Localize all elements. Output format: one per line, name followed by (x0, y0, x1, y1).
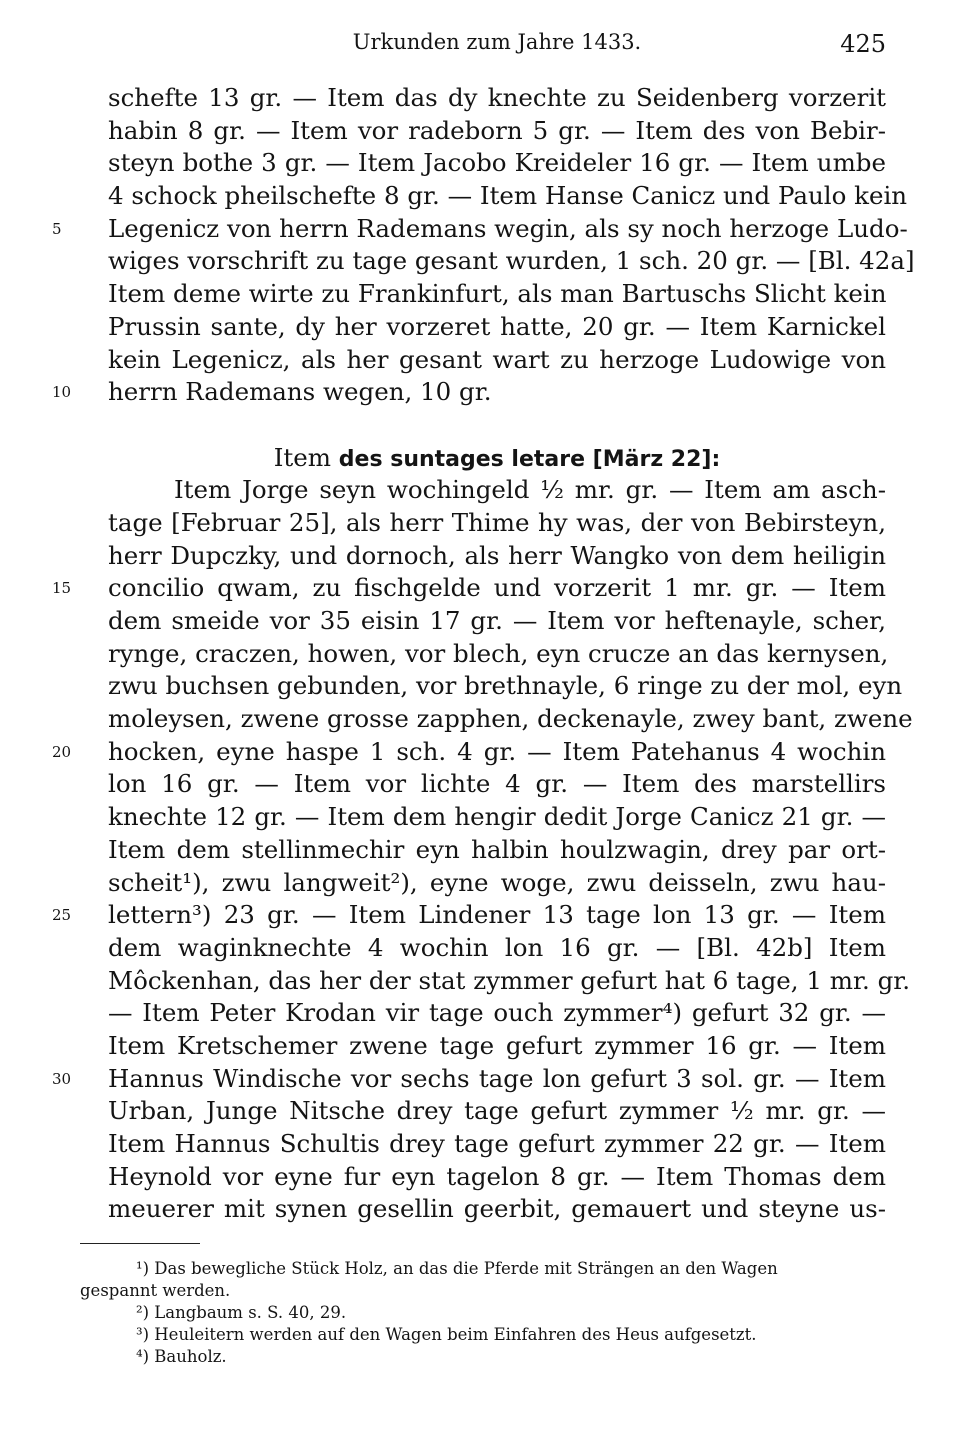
text-line: kein Legenicz, als her gesant wart zu herzoge Ludowige von (108, 344, 886, 374)
text-line: — Item Peter Krodan vir tage ouch zymmer⁴) gefurt 32 gr. — (108, 998, 886, 1028)
text-line: moleysen, zwene grosse zapphen, deckenayle, zwey bant, zwene (108, 704, 913, 734)
text-line: herr Dupczky, und dornoch, als herr Wangko von dem heiligin (108, 540, 886, 570)
text-line: Môckenhan, das her der stat zymmer gefurt hat 6 tage, 1 mr. gr. (108, 965, 911, 995)
text-line: Urban, Junge Nitsche drey tage gefurt zymmer ½ mr. gr. — (108, 1096, 886, 1126)
text-line: knechte 12 gr. — Item dem hengir dedit Jorge Canicz 21 gr. — (108, 802, 886, 832)
text-line: dem waginknechte 4 wochin lon 16 gr. — [Bl. 42b] Item (108, 932, 886, 962)
text-line: dem smeide vor 35 eisin 17 gr. — Item vor heftenayle, scher, (108, 606, 886, 635)
running-head: Urkunden zum Jahre 1433. (352, 30, 642, 54)
text-line: rynge, craczen, howen, vor blech, eyn crucze an das kernysen, (108, 638, 889, 668)
text-line: Item Jorge seyn wochingeld ½ mr. gr. — Item am asch- (174, 475, 886, 505)
text-line: zwu buchsen gebunden, vor brethnayle, 6 ringe zu der mol, eyn (108, 671, 903, 701)
text-line: Item dem stellinmechir eyn halbin houlzwagin, drey par ort- (108, 834, 886, 864)
footnote-2: ²) Langbaum s. S. 40, 29. (136, 1303, 347, 1322)
line-number: 25 (52, 906, 72, 925)
text-line: 15 concilio qwam, zu fischgelde und vorzerit 1 mr. gr. — Item (108, 572, 886, 605)
text-line: 25 lettern³) 23 gr. — Item Lindener 13 tage lon 13 gr. — Item (108, 899, 886, 932)
text-line: 20 hocken, eyne haspe 1 sch. 4 gr. — Item Patehanus 4 wochin (108, 736, 886, 769)
line-number: 30 (52, 1069, 72, 1088)
page-header (108, 30, 886, 70)
text-line: Item deme wirte zu Frankinfurt, als man Bartuschs Slicht kein (108, 279, 887, 309)
footnote-divider (80, 1243, 200, 1244)
text-line: 30 Hannus Windische vor sechs tage lon gefurt 3 sol. gr. — Item (108, 1063, 886, 1096)
section-heading (108, 442, 886, 475)
text-line: habin 8 gr. — Item vor radeborn 5 gr. — Item des von Bebir- (108, 115, 886, 145)
text-line: steyn bothe 3 gr. — Item Jacobo Kreideler 16 gr. — Item umbe (108, 148, 886, 178)
text-line: 4 schock pheilschefte 8 gr. — Item Hanse Canicz und Paulo kein (108, 181, 908, 211)
line-number: 20 (52, 742, 72, 761)
text-line: Prussin sante, dy her vorzeret hatte, 20 gr. — Item Karnickel (108, 311, 886, 341)
page-number: 425 (840, 30, 886, 58)
footnotes (80, 1258, 886, 1368)
heading-prefix: Item (273, 442, 331, 472)
text-line: 10 herrn Rademans wegen, 10 gr. (108, 376, 886, 409)
text-line: tage [Februar 25], als herr Thime hy was, der von Bebirsteyn, (108, 507, 886, 537)
text-line: lon 16 gr. — Item vor lichte 4 gr. — Item des marstellirs (108, 769, 886, 799)
line-number: 15 (52, 579, 72, 598)
heading-bold: des suntages letare [März 22]: (338, 446, 721, 472)
text-line: Heynold vor eyne fur eyn tagelon 8 gr. — Item Thomas dem (108, 1161, 886, 1191)
text-line: meuerer mit synen gesellin geerbit, gemauert und steyne us- (108, 1194, 886, 1224)
text-line: Item Kretschemer zwene tage gefurt zymmer 16 gr. — Item (108, 1030, 886, 1060)
line-number: 5 (52, 219, 62, 238)
footnote-4: ⁴) Bauholz. (136, 1347, 227, 1366)
text-line: schefte 13 gr. — Item das dy knechte zu Seidenberg vorzerit (108, 83, 886, 112)
spacer (108, 409, 886, 442)
line-number: 10 (52, 383, 72, 402)
text-line: wiges vorschrift zu tage gesant wurden, 1 sch. 20 gr. — [Bl. 42a] (108, 246, 915, 276)
text-line: 5 Legenicz von herrn Rademans wegin, als sy noch herzoge Ludo- (108, 213, 886, 246)
text-line: Item Hannus Schultis drey tage gefurt zymmer 22 gr. — Item (108, 1129, 886, 1158)
main-text (52, 82, 915, 1226)
footnote-3: ³) Heuleitern werden auf den Wagen beim Einfahren des Heus aufgesetzt. (136, 1325, 757, 1344)
footnote-1: ¹) Das bewegliche Stück Holz, an das die Pferde mit Strängen an den Wagen (136, 1259, 778, 1278)
text-line: scheit¹), zwu langweit²), eyne woge, zwu deisseln, zwu hau- (108, 867, 886, 897)
footnote-1-continued: gespannt werden. (80, 1281, 231, 1300)
